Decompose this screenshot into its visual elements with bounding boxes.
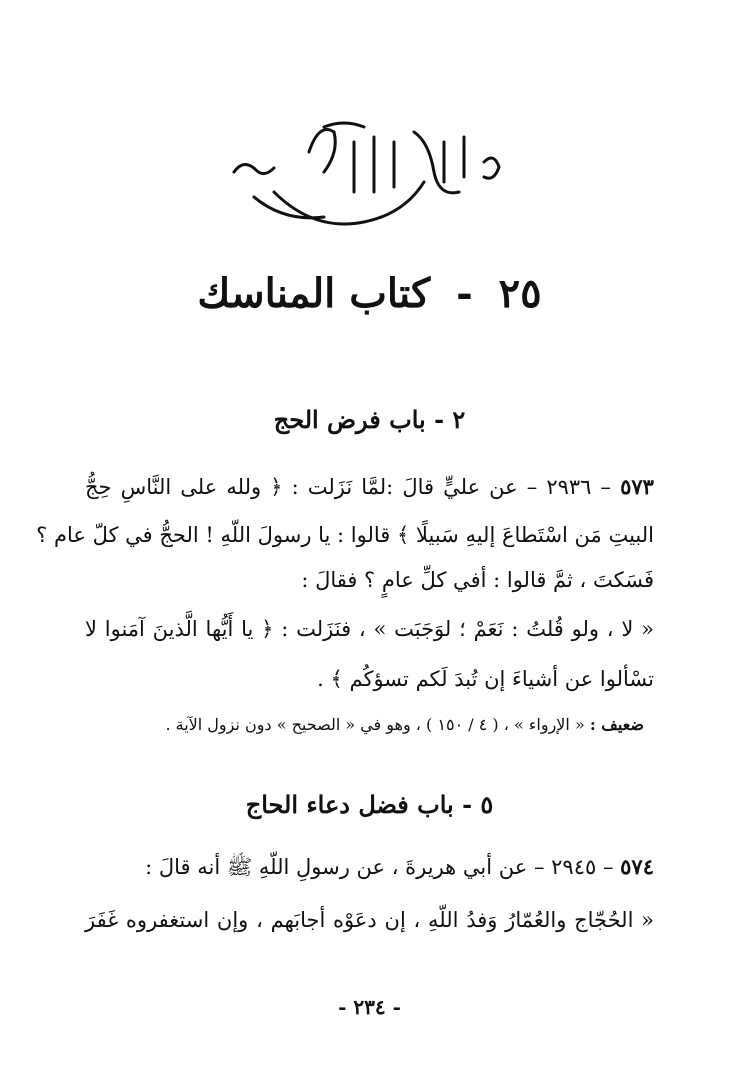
hadith-line: « لا ، ولو قُلتُ : نَعَمْ ؛ لوَجَبَت » ، فنَزَلت : ﴿ يا أَيُّها الَّذينَ آمَنوا لا <box>85 617 654 641</box>
hadith-line: « الحُجّاج والعُمّارُ وَفدُ اللّهِ ، إن دعَوْه أجابَهم ، وإن استغفروه غَفَرَ <box>85 908 654 932</box>
hadith-text: – ٢٩٤٥ – عن أبي هريرةَ ، عن رسولِ اللّهِ ﷺ أنه قالَ : <box>145 855 614 879</box>
hadith-line <box>85 472 654 502</box>
book-title-text: كتاب المناسك <box>197 270 431 317</box>
grading-label: ضعيف : <box>589 715 644 734</box>
hadith-line: البيتِ مَن اسْتَطاعَ إليهِ سَبيلًا ﴾ قالوا : يا رسولَ اللّهِ ! الحجُّ في كلّ عام ؟ <box>36 523 654 547</box>
hadith-number: ٥٧٤ <box>620 854 654 879</box>
hadith-line <box>85 852 654 882</box>
grading-text: « الإرواء » ، ( ٤ / ١٥٠ ) ، وهو في « الصحيح » دون نزول الآية . <box>165 715 585 734</box>
hadith-number: ٥٧٣ <box>620 474 654 499</box>
basmala-calligraphy <box>214 112 514 237</box>
book-title <box>0 270 739 317</box>
book-dash: - <box>456 270 473 317</box>
hadith-text: – ٢٩٣٦ – عن عليٍّ قالَ :لمَّا نَزَلت : ﴿ ولله على النَّاسِ حِجُّ <box>85 475 612 499</box>
chapter-title: ٥ - باب فضل دعاء الحاج <box>245 790 494 819</box>
page-number: - ٢٣٤ - <box>338 995 401 1019</box>
hadith-line: فَسَكتَ ، ثمَّ قالوا : أفي كلِّ عامٍ ؟ فقالَ : <box>301 568 654 592</box>
hadith-line: تسْألوا عن أشياءَ إن تُبدَ لَكم تسؤكُم ﴾ . <box>317 667 654 691</box>
basmala-calligraphy-icon <box>214 112 514 237</box>
grading-note <box>85 715 644 734</box>
book-number: ٢٥ <box>498 270 542 317</box>
chapter-title: ٢ - باب فرض الحج <box>273 405 466 434</box>
